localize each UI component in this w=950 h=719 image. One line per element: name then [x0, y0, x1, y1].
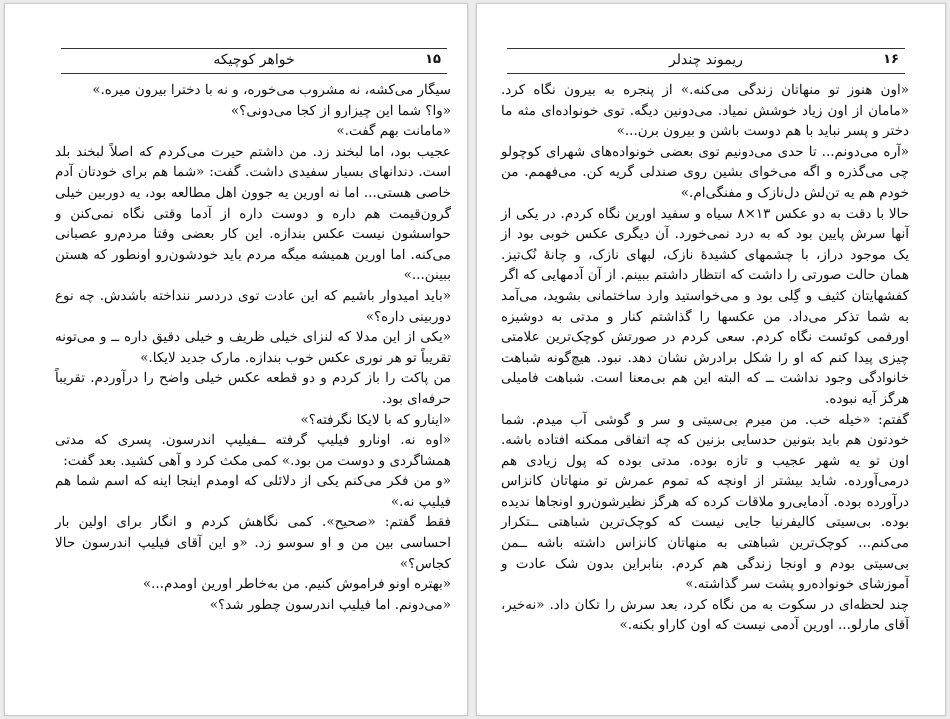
right-paragraph: «آره می‌دونم... تا حدی می‌دونیم توی بعضی خونواده‌های شهرای کوچولو چی می‌گذره و اگه می‌خوای بشین روی صندلی گریه کن. می‌فهمم. من خودم هم یه تن‌لش دل‌نازک و مفنگی‌ام.» — [501, 143, 909, 201]
left-page-body — [55, 80, 451, 615]
right-page — [476, 3, 946, 716]
left-paragraph: «می‌دونم. اما فیلیپ اندرسون چطور شد؟» — [209, 596, 451, 613]
left-paragraph: «بهتره اونو فراموش کنیم. من به‌خاطر اورین اومدم...» — [142, 576, 451, 593]
right-paragraph: چند لحظه‌ای در سکوت به من نگاه کرد، بعد سرش را تکان داد. «نه‌خیر، آقای مارلو... اورین آدمی نیست که اون کاراو بکنه.» — [501, 596, 909, 634]
left-paragraph: فقط گفتم: «صحیح». کمی نگاهش کردم و انگار برای اولین بار احساسی بین من و او سوسو زد. «و این آقای فیلیپ اندرسون حالا کجاس؟» — [55, 514, 451, 572]
left-paragraph: «اینارو که با لایکا نگرفته؟» — [300, 411, 451, 428]
right-page-number: ۱۶ — [883, 52, 899, 67]
left-paragraph: «باید امیدوار باشیم که این عادت توی دردسر ننداخته باشدش. چه نوع دوربینی داره؟» — [55, 287, 451, 325]
right-paragraph: گفتم: «خیله خب. من میرم بی‌سیتی و سر و گوشی آب میدم. شما خودتون هم باید بتونین حدسایی بزنین که چه اتفاقی ممکنه افتاده باشه. اون تو یه شهر عجیب و تازه بوده. مدتی بوده که پول زیادی هم درمی‌آورده. شاید بیشتر از اونچه که تموم عمرش تو منهاتان کانزاس درآورده بوده. آدمایی‌رو ملاقات کرده که هرگز نظیرشون‌رو اونجاها ندیده بوده. بی‌سیتی کالیفرنیا جایی نیست که کوچک‌ترین شباهتی ــتکرار می‌کنم... کوچک‌ترین شباهتی به منهاتان کانزاس داشته باشه ــمن بی‌سیتی بودم و اونجا زندگی هم کردم. بنابراین بدون شک عادت و آموزشای خونواده‌رو پشت سر گذاشته.» — [501, 411, 909, 593]
left-paragraph: عجیب بود، اما لبخند زد. من داشتم حیرت می‌کردم که اصلاً لبخند بلد است. دندانهای بسیار سفیدی داشت. گفت: «شما هم برای خودتان آدم خاصی هستی... اما نه اورین یه جوون اهل مطالعه بود، یه دوربین خیلی گرون‌قیمت هم داره و دوست داره از آدما وقتی نگاه نمی‌کنن و حواسشون نیست عکس بندازه. این کار بعضی وقتا مردم‌رو عصبانی می‌کنه. اما اورین همیشه میگه مردم باید خودشون‌رو اونطور که هستن ببینن...» — [55, 143, 451, 284]
left-paragraph: «وا؟ شما این چیزارو از کجا می‌دونی؟» — [230, 102, 451, 119]
left-paragraph: من پاکت را باز کردم و دو قطعه عکس خیلی واضح را درآوردم. تقریباً حرفه‌ای بود. — [55, 370, 451, 407]
left-page-header — [61, 48, 447, 74]
right-page-body — [501, 80, 909, 636]
right-paragraph: «اون هنوز تو منهاتان زندگی می‌کنه.» از پنجره به بیرون نگاه کرد. «مامان از اون زیاد خوشش نمیاد. می‌دونین دیگه. توی خونواده‌ای مثه ما دختر و پسر نباید با هم دوست باشن و بیرون برن...» — [501, 82, 909, 140]
left-page — [4, 3, 468, 716]
left-paragraph: «اوه نه. اونارو فیلیپ گرفته ــفیلیپ اندرسون. پسری که مدتی همشاگردی و دوست من بود.» کمی مکث کرد و آهی کشید. بعد گفت: — [55, 432, 451, 469]
left-paragraph: سیگار می‌کشه، نه مشروب می‌خوره، و نه با دخترا بیرون میره.» — [92, 82, 451, 98]
right-running-title: ریموند چندلر — [669, 52, 743, 68]
left-paragraph: «و من فکر می‌کنم یکی از دلائلی که اومدم اینجا اینه که اسم شما هم فیلیپ‌ نه.» — [55, 473, 451, 510]
left-paragraph: «یکی از این مدلا که لنزای خیلی ظریف و خیلی دقیق داره ــ و می‌تونه تقریباً تو هر نوری عکس خوب بندازه. مارک جدید لایکا.» — [55, 329, 451, 366]
right-paragraph: حالا با دقت به دو عکس ۱۳×۸ سیاه و سفید اورین نگاه کردم. در یکی از آنها سرش پایین بود که به درد نمی‌خورد. آن دیگری عکس خوبی بود از یک موجود دراز، با چشمهای کشیدهٔ نازک، لبهای نازک، و چانهٔ نُک‌تیز. همان حالت صورتی را داشت که انتظار داشتم ببینم. از آن آدمهایی که اگر کفشهایتان کثیف و گِلی بود و می‌خواستید وارد ساختمانی بشوید، می‌آمد به شما تذکر می‌داد. من عکسها را گذاشتم کنار و مدتی به دوشیزه اورفمی کوئست نگاه کردم. سعی کردم در صورتش کوچک‌ترین علامتی چیزی پیدا کنم که او را شکل برادرش نشان دهد. نبود. هیچ‌گونه شباهت خانوادگی وجود نداشت ــ که البته این هم بی‌معنا است. شباهت فامیلی هرگز آیه نبوده. — [501, 205, 909, 407]
right-page-header — [507, 48, 905, 74]
left-page-number: ۱۵ — [425, 52, 441, 67]
left-paragraph: «مامانت بهم گفت.» — [336, 123, 451, 140]
left-running-title: خواهر کوچیکه — [213, 52, 295, 68]
